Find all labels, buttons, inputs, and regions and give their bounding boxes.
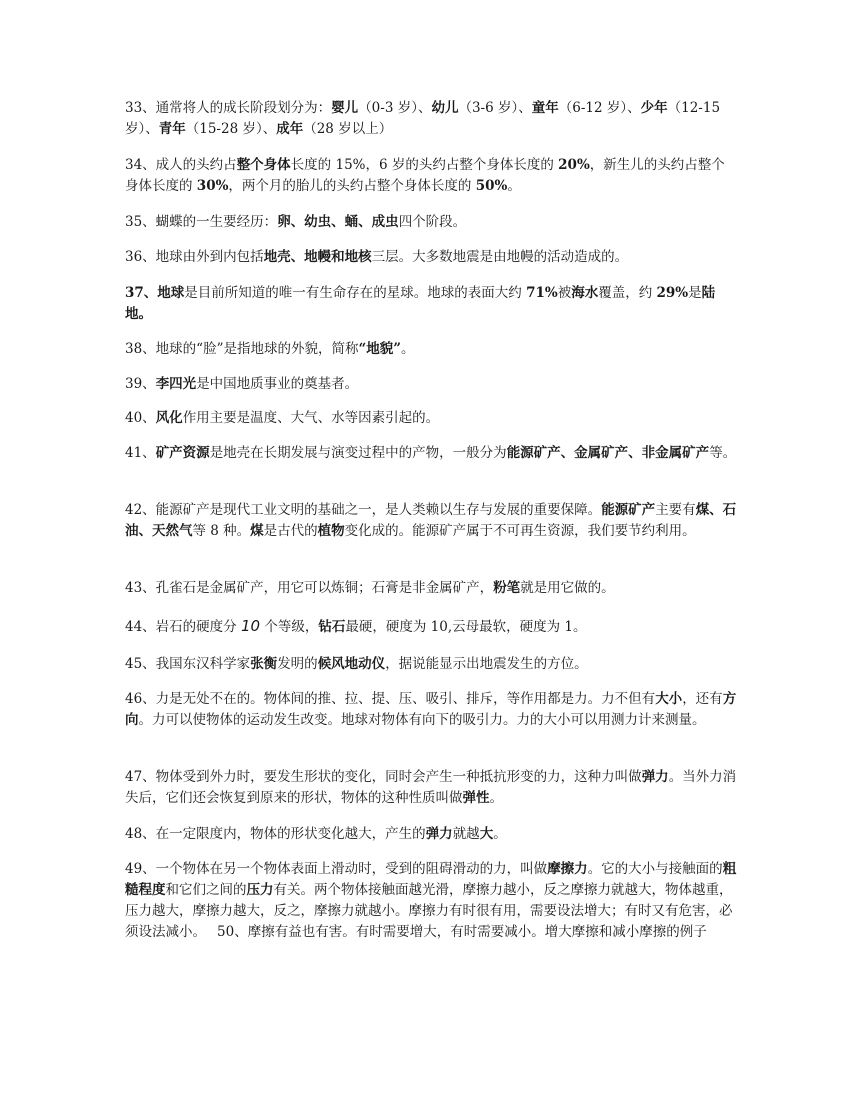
text-run: 作用主要是温度、大气、水等因素引起的。: [182, 410, 440, 426]
bold-text: 能源矿产: [601, 502, 656, 518]
text-run: 有关。两个物体接触面越光滑，摩擦力越小，反之摩擦力就越大，物体越重，压力越大，摩擦力越大，反之，摩擦力就越小。摩擦力有时很有用，需要设法增大；有时又有危害，必须设法减小。 50、摩擦有益也有害。有时需要增大，有时需要减小。增大摩擦和减小摩擦的例子: [125, 882, 733, 940]
text-run: （0-3 岁）、: [358, 100, 432, 116]
text-run: 是目前所知道的唯一有生命存在的星球。地球的表面大约: [184, 285, 527, 301]
bold-text: 婴儿: [331, 100, 359, 116]
text-run: 是中国地质事业的奠基者。: [196, 376, 359, 392]
paragraph: [125, 689, 737, 731]
paragraph: [125, 212, 737, 233]
text-run: 发明的: [277, 656, 318, 672]
text-run: 是地壳在长期发展与演变过程中的产物，一般分为: [209, 445, 507, 461]
text-run: 三层。大多数地震是由地幔的活动造成的。: [371, 249, 629, 265]
text-run: 。: [489, 790, 503, 806]
text-run: 就越: [452, 826, 480, 842]
paragraph: [125, 616, 737, 638]
text-run: 主要有: [655, 502, 696, 518]
bold-text: 压力: [246, 882, 274, 898]
text-run: 四个阶段。: [398, 214, 467, 230]
bold-text: 青年: [158, 121, 186, 137]
bold-text: 张衡: [250, 656, 278, 672]
text-run: 。它的大小与接触面的: [587, 861, 723, 877]
paragraph: [125, 98, 737, 140]
bold-text: 陆地。: [125, 285, 716, 322]
text-run: ，新生儿的头约占整个身体长度的: [125, 157, 725, 194]
text-run: 41、: [125, 445, 156, 461]
bold-text: 地壳、地幔和地核: [263, 249, 372, 265]
paragraph: [125, 578, 737, 599]
text-run: 34、成人的头约占: [125, 157, 237, 173]
paragraph: [125, 408, 737, 429]
text-run: 36、地球由外到内包括: [125, 249, 264, 265]
paragraph: [125, 247, 737, 268]
bold-text: 少年: [640, 100, 668, 116]
text-run: 33、通常将人的成长阶段划分为：: [125, 100, 332, 116]
bold-text: 海水: [571, 285, 599, 301]
bold-text: 整个身体: [236, 157, 291, 173]
text-run: 49、一个物体在另一个物体表面上滑动时，受到的阻碍滑动的力，叫做: [125, 861, 548, 877]
text-run: 等。: [709, 445, 737, 461]
bold-text: 弹力: [425, 826, 453, 842]
paragraph: [125, 155, 737, 197]
text-run: 43、孔雀石是金属矿产，用它可以炼铜；石膏是非金属矿产，: [125, 580, 494, 596]
bold-text: 粉笔: [493, 580, 521, 596]
bold-text: “地貌”: [358, 341, 402, 357]
text-run: 46、力是无处不在的。物体间的推、拉、提、压、吸引、排斥，等作用都是力。力不但有: [125, 691, 656, 707]
paragraph: [125, 339, 737, 360]
text-run: 和它们之间的: [165, 882, 247, 898]
bold-text: 粗糙程度: [125, 861, 737, 898]
bold-text: 卵、幼虫、蛹、成虫: [277, 214, 399, 230]
paragraph: [125, 283, 737, 325]
paragraph: [125, 500, 737, 542]
bold-text: 大: [479, 826, 494, 842]
text-run: 最硬，硬度为 10,云母最软，硬度为 1。: [345, 619, 587, 635]
bold-text: 20%: [558, 157, 590, 173]
bold-text: 71%: [526, 285, 558, 301]
italic-text: 10: [240, 617, 261, 635]
bold-text: 幼儿: [431, 100, 459, 116]
text-run: 。: [507, 178, 521, 194]
bold-text: 钻石: [318, 619, 346, 635]
text-run: 长度的 15%，6 岁的头约占整个身体长度的: [290, 157, 559, 173]
text-run: 47、物体受到外力时，要发生形状的变化，同时会产生一种抵抗形变的力，这种力叫做: [125, 769, 642, 785]
paragraph: [125, 374, 737, 395]
text-run: 是: [688, 285, 702, 301]
bold-text: 矿产资源: [155, 445, 210, 461]
bold-text: 37、地球: [125, 285, 185, 301]
text-run: 45、我国东汉科学家: [125, 656, 251, 672]
bold-text: 30%: [196, 178, 229, 194]
bold-text: 植物: [317, 523, 345, 539]
paragraph: [125, 767, 737, 809]
bold-text: 煤、石油、天然气: [125, 502, 737, 539]
text-run: 被: [557, 285, 572, 301]
text-run: 48、在一定限度内，物体的形状变化越大，产生的: [125, 826, 426, 842]
text-run: ，还有: [682, 691, 723, 707]
text-run: 等 8 种。: [192, 523, 251, 539]
bold-text: 方向: [125, 691, 737, 728]
text-run: （28 岁以上）: [303, 121, 393, 137]
text-run: 44、岩石的硬度分: [125, 619, 241, 635]
text-run: 是古代的: [263, 523, 318, 539]
bold-text: 李四光: [155, 376, 197, 392]
text-run: 38、地球的“脸”是指地球的外貌，简称: [125, 341, 359, 357]
paragraph: [125, 443, 737, 464]
text-run: 就是用它做的。: [520, 580, 615, 596]
bold-text: 摩擦力: [547, 861, 588, 877]
bold-text: 风化: [155, 410, 183, 426]
text-run: 40、: [125, 410, 156, 426]
paragraph: [125, 654, 737, 675]
text-run: 变化成的。能源矿产属于不可再生资源，我们要节约利用。: [344, 523, 696, 539]
text-run: 。: [401, 341, 415, 357]
bold-text: 弹性: [462, 790, 490, 806]
text-run: 35、蝴蝶的一生要经历：: [125, 214, 278, 230]
text-run: 。: [493, 826, 507, 842]
bold-text: 29%: [656, 285, 689, 301]
text-run: 覆盖，约: [598, 285, 657, 301]
paragraph: [125, 824, 737, 845]
text-run: （3-6 岁）、: [458, 100, 532, 116]
text-run: 。力可以使物体的运动发生改变。地球对物体有向下的吸引力。力的大小可以用测力计来测量。: [138, 712, 706, 728]
text-run: （15-28 岁）、: [185, 121, 277, 137]
bold-text: 童年: [531, 100, 559, 116]
bold-text: 弹力: [641, 769, 669, 785]
bold-text: 大小: [655, 691, 683, 707]
bold-text: 能源矿产、金属矿产、非金属矿产: [506, 445, 710, 461]
bold-text: 50%: [475, 178, 508, 194]
paragraph: [125, 859, 737, 943]
text-run: 42、能源矿产是现代工业文明的基础之一，是人类赖以生存与发展的重要保障。: [125, 502, 602, 518]
text-run: （12-15 岁）、: [125, 100, 721, 137]
text-run: ，据说能显示出地震发生的方位。: [385, 656, 588, 672]
text-run: ，两个月的胎儿的头约占整个身体长度的: [228, 178, 476, 194]
bold-text: 成年: [276, 121, 304, 137]
bold-text: 候风地动仪: [317, 656, 386, 672]
text-run: （6-12 岁）、: [558, 100, 641, 116]
text-run: 。当外力消失后，它们还会恢复到原来的形状，物体的这种性质叫做: [125, 769, 737, 806]
text-run: 39、: [125, 376, 156, 392]
text-run: 个等级，: [260, 619, 319, 635]
bold-text: 煤: [250, 523, 264, 539]
